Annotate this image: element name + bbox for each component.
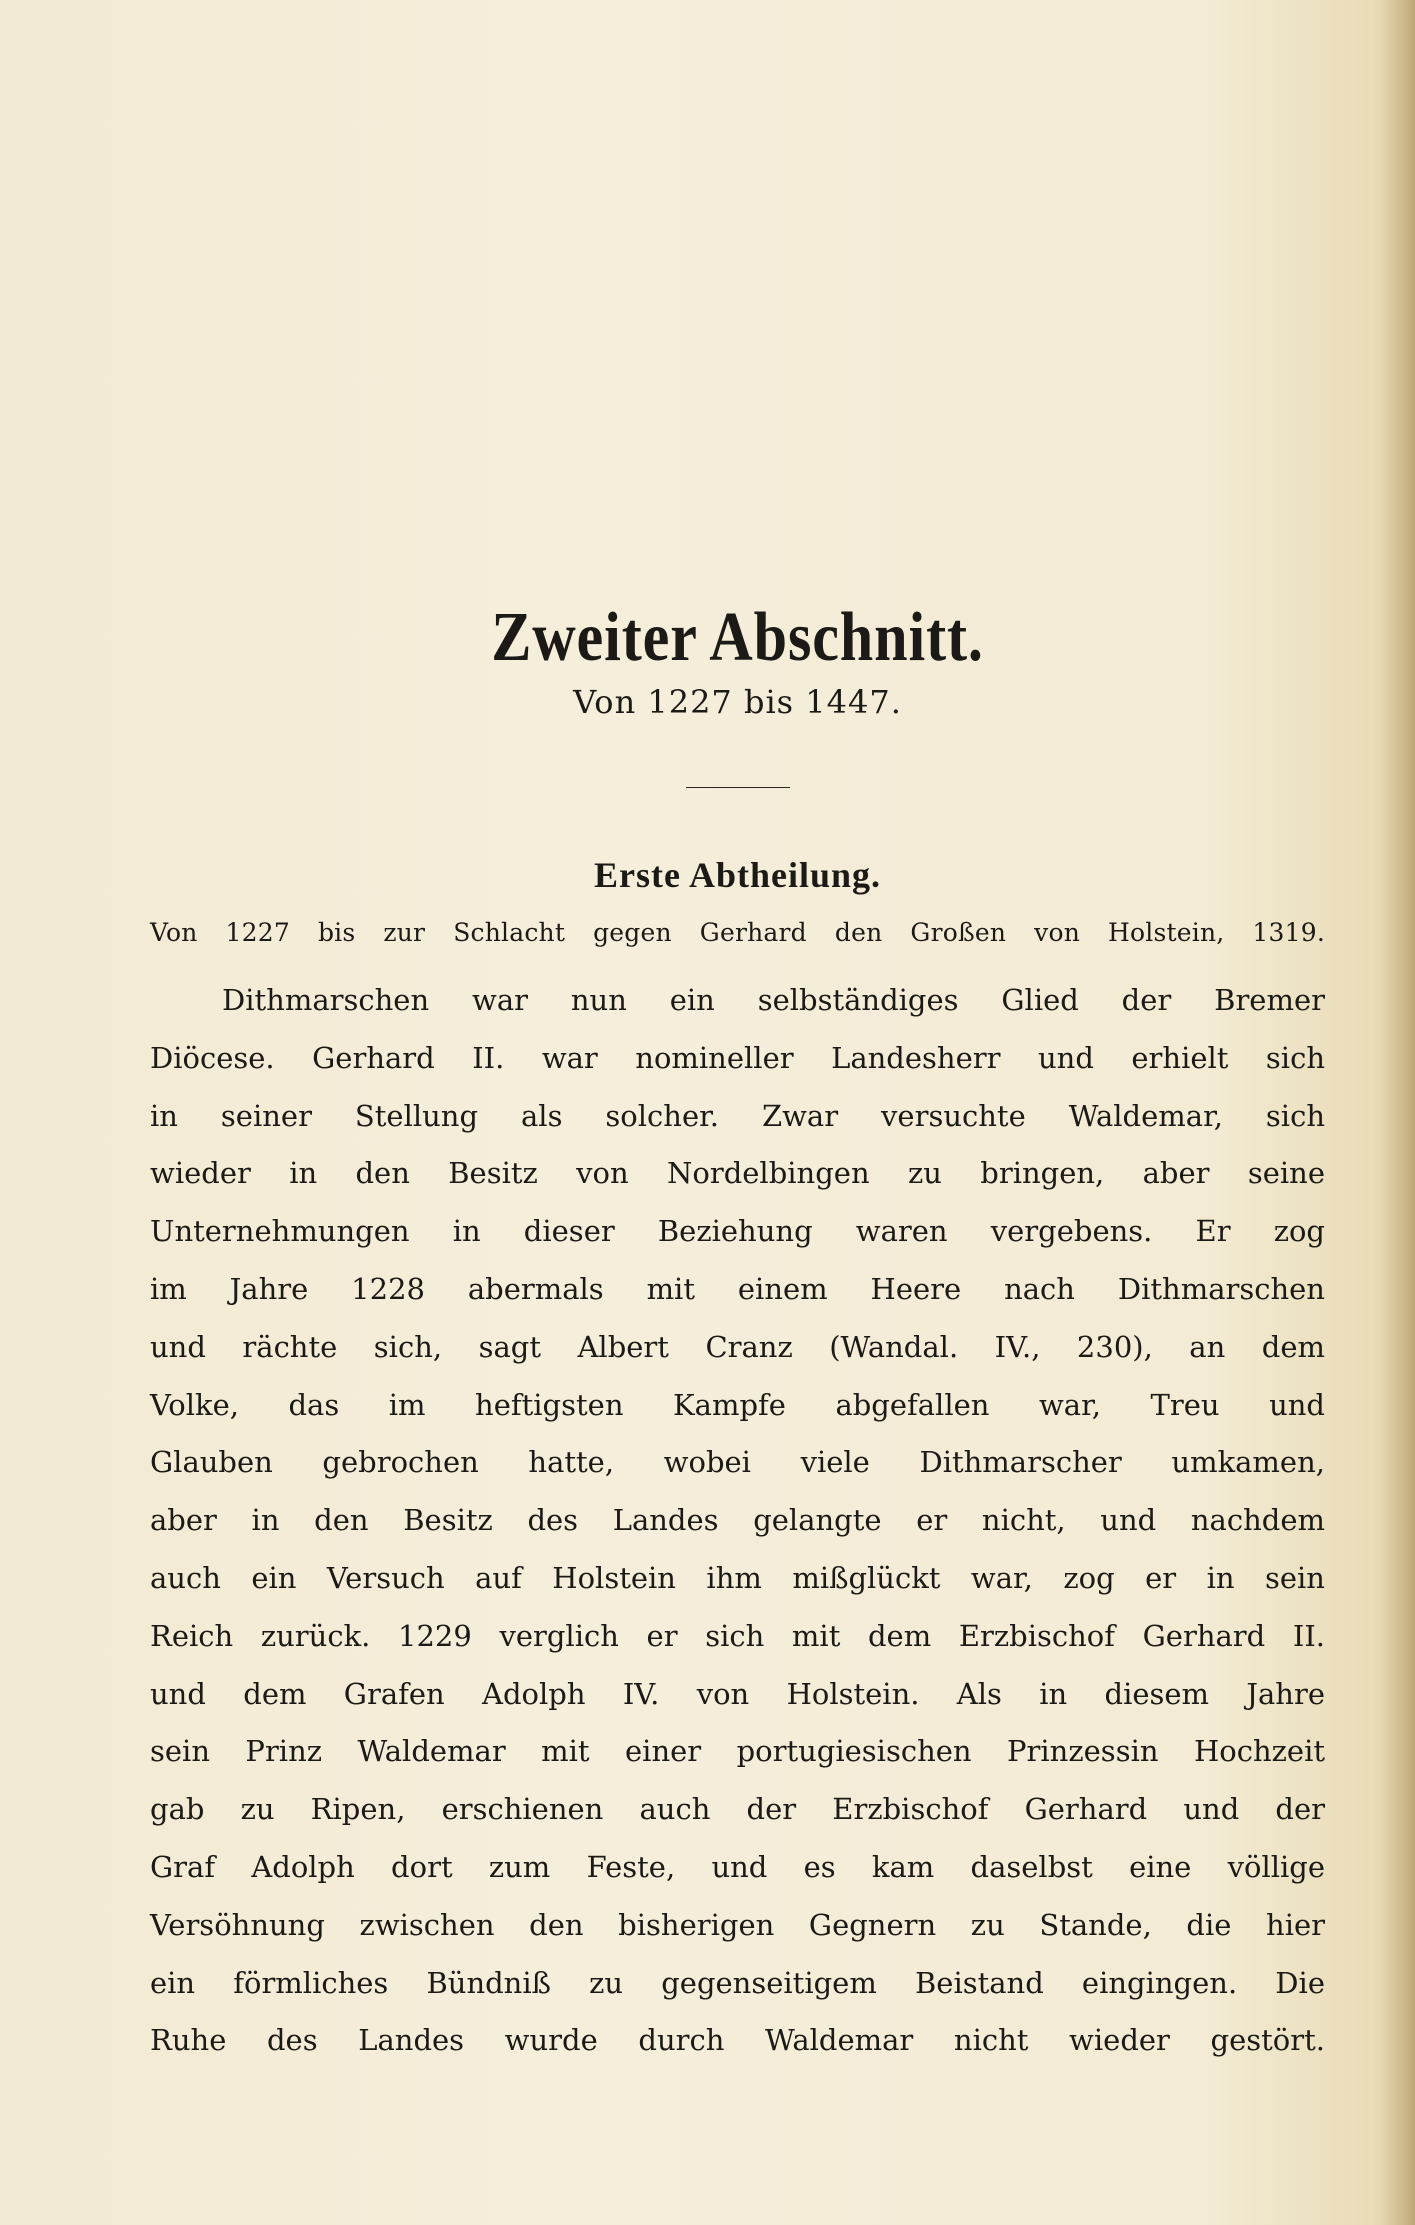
text-line: Unternehmungen in dieser Beziehung waren vergebens. Er zog [150, 1214, 1325, 1249]
text-line: Glauben gebrochen hatte, wobei viele Dithmarscher umkamen, [150, 1445, 1325, 1480]
section-divider [686, 787, 790, 788]
text-line: Volke, das im heftigsten Kampfe abgefallen war, Treu und [150, 1387, 1325, 1422]
text-line: ein förmliches Bündniß zu gegenseitigem Beistand eingingen. Die [150, 1965, 1325, 2000]
text-line: Diöcese. Gerhard II. war nomineller Landesherr und erhielt sich [150, 1040, 1325, 1075]
text-line: Dithmarschen war nun ein selbständiges Glied der Bremer [222, 983, 1325, 1017]
chapter-date-range: Von 1227 bis 1447. [573, 683, 902, 721]
text-line: und rächte sich, sagt Albert Cranz (Wandal. IV., 230), an dem [150, 1329, 1325, 1364]
page-edge-shadow [1381, 0, 1415, 2225]
text-line: im Jahre 1228 abermals mit einem Heere nach Dithmarschen [150, 1271, 1325, 1306]
text-line: Graf Adolph dort zum Feste, und es kam daselbst eine völlige [150, 1849, 1325, 1884]
body-text [150, 972, 1325, 2070]
text-line: Versöhnung zwischen den bisherigen Gegnern zu Stande, die hier [150, 1907, 1325, 1942]
text-line: sein Prinz Waldemar mit einer portugiesischen Prinzessin Hochzeit [150, 1734, 1325, 1769]
section-subtitle: Von 1227 bis zur Schlacht gegen Gerhard den Großen von Holstein, 1319. [150, 918, 1325, 947]
text-line: gab zu Ripen, erschienen auch der Erzbischof Gerhard und der [150, 1792, 1325, 1827]
text-line: Reich zurück. 1229 verglich er sich mit dem Erzbischof Gerhard II. [150, 1618, 1325, 1653]
chapter-title: Zweiter Abschnitt. [491, 599, 984, 676]
text-line: aber in den Besitz des Landes gelangte er nicht, und nachdem [150, 1503, 1325, 1538]
text-line: Ruhe des Landes wurde durch Waldemar nicht wieder gestört. [150, 2023, 1325, 2058]
text-line: und dem Grafen Adolph IV. von Holstein. Als in diesem Jahre [150, 1676, 1325, 1711]
text-line: in seiner Stellung als solcher. Zwar versuchte Waldemar, sich [150, 1098, 1325, 1133]
section-title: Erste Abtheilung. [593, 855, 882, 895]
text-line: wieder in den Besitz von Nordelbingen zu bringen, aber seine [150, 1156, 1325, 1191]
text-line: auch ein Versuch auf Holstein ihm mißglückt war, zog er in sein [150, 1560, 1325, 1595]
